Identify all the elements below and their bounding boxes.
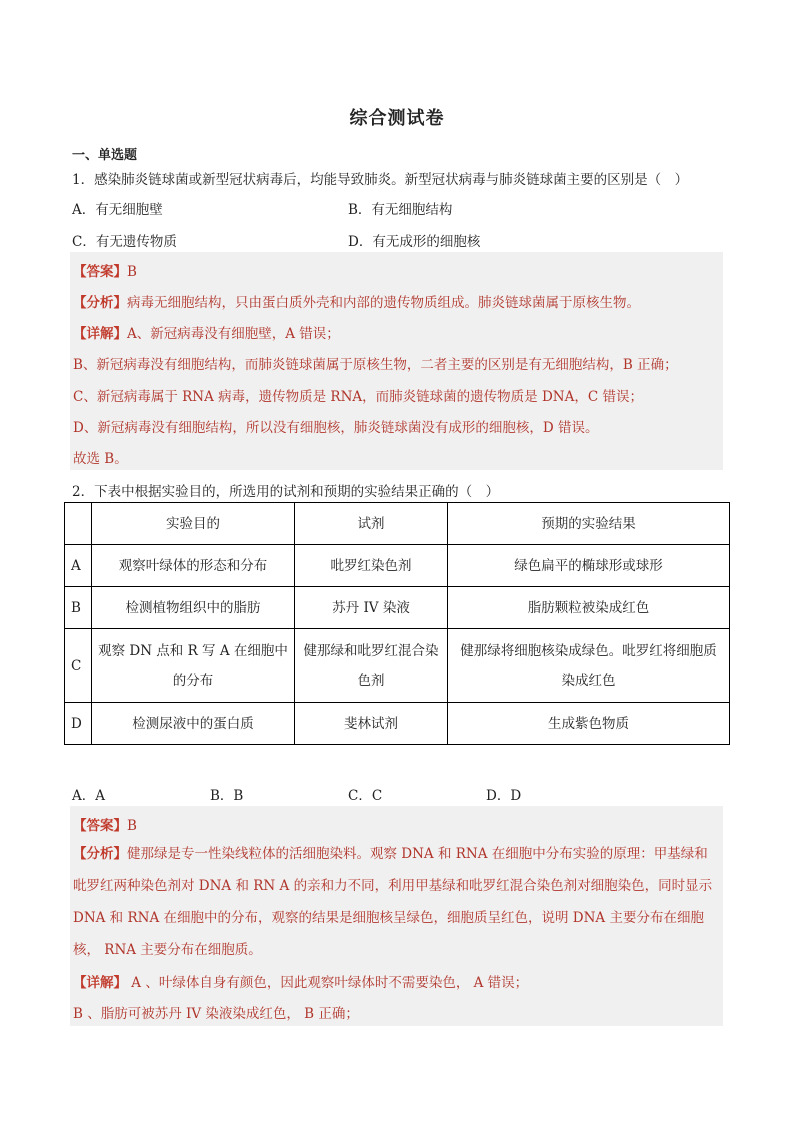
table-cell: 脂肪颗粒被染成红色 [448,587,730,629]
table-header-cell: 试剂 [295,503,448,545]
answer-value: B [127,264,137,280]
table-cell: 斐林试剂 [295,703,448,745]
analysis-text: 病毒无细胞结构，只由蛋白质外壳和内部的遗传物质组成。肺炎链球菌属于原核生物。 [127,295,640,311]
table-cell: 检测尿液中的蛋白质 [92,703,295,745]
table-row [65,587,730,629]
q2-option-b: B．B [210,788,244,804]
detail-text: A 、叶绿体自身有颜色，因此观察叶绿体时不需要染色， A 错误； [127,975,529,991]
q2-answer [73,814,137,834]
q2-detail-b: B 、脂肪可被苏丹 IV 染液染成红色， B 正确； [73,1006,359,1022]
table-cell: 健那绿将细胞核染成绿色。吡罗红将细胞质染成红色 [448,629,730,703]
analysis-text: 健那绿是专一性染线粒体的活细胞染料。观察 DNA 和 RNA 在细胞中分布实验的原理：甲基绿和吡罗红两种染色剂对 DNA 和 RN A 的亲和力不同，利用甲基绿和吡罗红混合染色剂对细胞染色，同时显示 DNA 和 RNA 在细胞中的分布，观察的结果是细胞核呈绿色，细胞质呈红色，说明 DNA 主要分布在细胞核， RNA 主要分布在细胞质。 [73,846,713,958]
table-cell: 检测植物组织中的脂肪 [92,587,295,629]
q2-option-c: C．C [348,788,383,804]
q2-detail-a [73,971,528,991]
q1-option-d: D．有无成形的细胞核 [348,234,481,250]
table-cell: A [65,545,92,587]
table-cell: 绿色扁平的椭球形或球形 [448,545,730,587]
table-cell: 健那绿和吡罗红混合染色剂 [295,629,448,703]
table-cell: 观察叶绿体的形态和分布 [92,545,295,587]
analysis-tag: 【分析】 [73,295,127,311]
q1-answer [73,260,137,280]
q1-option-b: B．有无细胞结构 [348,202,453,218]
table-row [65,703,730,745]
table-cell: B [65,587,92,629]
analysis-tag: 【分析】 [73,846,127,862]
detail-text: A、新冠病毒没有细胞壁，A 错误； [127,326,340,342]
page-title: 综合测试卷 [349,108,445,129]
q2-solution-box [70,806,723,1026]
table-row [65,545,730,587]
table-header-row [65,503,730,545]
answer-tag: 【答案】 [73,818,127,834]
q1-detail-b: B、新冠病毒没有细胞结构，而肺炎链球菌属于原核生物，二者主要的区别是有无细胞结构，B 正确； [73,357,678,373]
answer-tag: 【答案】 [73,264,127,280]
q1-solution-box [70,252,723,470]
q1-detail-d: D、新冠病毒没有细胞结构，所以没有细胞核，肺炎链球菌没有成形的细胞核，D 错误。 [73,420,599,436]
table-cell: 苏丹 IV 染液 [295,587,448,629]
q2-option-d: D．D [486,788,522,804]
q1-option-c: C．有无遗传物质 [72,234,177,250]
q2-option-a: A．A [72,788,105,804]
table-cell: C [65,629,92,703]
q1-analysis [73,291,640,311]
q1-option-a: A．有无细胞壁 [72,202,163,218]
table-cell: 吡罗红染色剂 [295,545,448,587]
q1-detail-c: C、新冠病毒属于 RNA 病毒，遗传物质是 RNA，而肺炎链球菌的遗传物质是 DNA，C 错误； [73,389,643,405]
detail-tag: 【详解】 [73,326,127,342]
table-header-cell [65,503,92,545]
table-cell: D [65,703,92,745]
table-header-cell: 预期的实验结果 [448,503,730,545]
table-row [65,629,730,703]
table-cell: 观察 DN 点和 R 写 A 在细胞中的分布 [92,629,295,703]
table-header-cell: 实验目的 [92,503,295,545]
q1-detail-a [73,322,340,342]
detail-tag: 【详解】 [73,975,127,991]
section-heading: 一、单选题 [72,148,138,163]
experiment-table [64,502,730,745]
q1-conclusion: 故选 B。 [73,451,128,467]
q1-stem: 1．感染肺炎链球菌或新型冠状病毒后，均能导致肺炎。新型冠状病毒与肺炎链球菌主要的区别是（ ） [72,172,689,188]
q2-analysis [73,838,718,966]
answer-value: B [127,818,137,834]
table-cell: 生成紫色物质 [448,703,730,745]
q2-stem: 2．下表中根据实验目的，所选用的试剂和预期的实验结果正确的（ ） [72,484,500,500]
